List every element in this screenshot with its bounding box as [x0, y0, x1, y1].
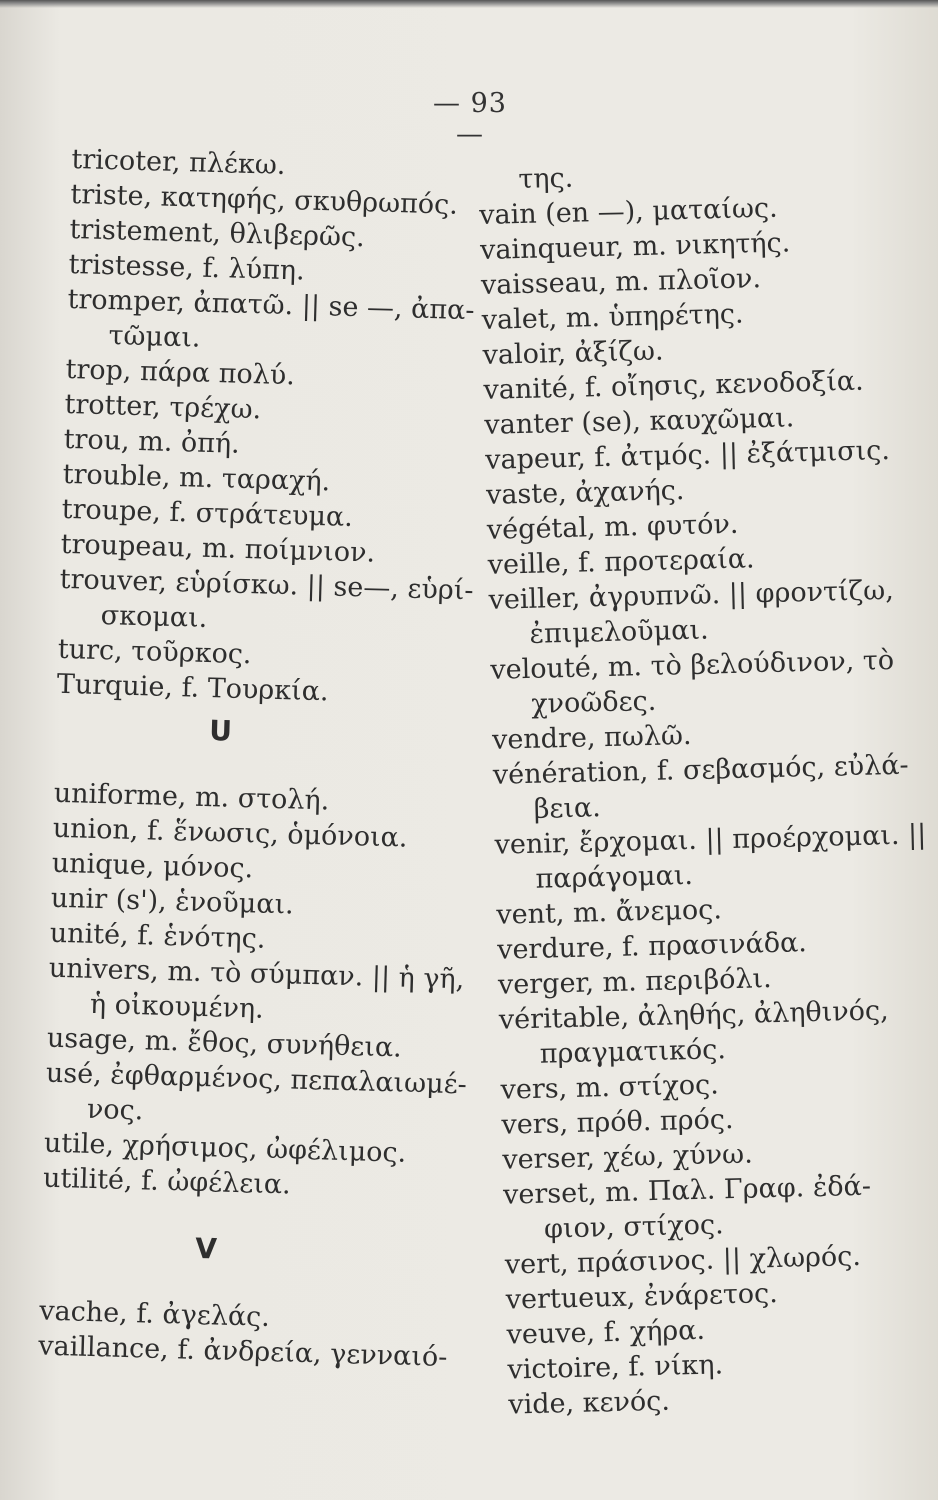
dictionary-entry: tristement, θλιβερῶς. — [69, 213, 366, 254]
dictionary-entry: tromper, ἀπατῶ. || se —, ἀπα- — [67, 283, 475, 327]
left-column — [37, 142, 475, 1374]
dictionary-entry-continuation: φιον, στίχος. — [543, 1209, 725, 1245]
dictionary-entry: trotter, τρέχω. — [64, 388, 262, 426]
dictionary-entry: valet, m. ὑπηρέτης. — [481, 298, 744, 336]
dictionary-entry: vapeur, f. ἀτμός. || ἐξάτμισις. — [484, 435, 891, 476]
dictionary-entry: usé, ἐφθαρμένος, πεπαλαιωμέ- — [45, 1057, 468, 1101]
dictionary-entry-continuation: ἡ οἰκουμένη. — [89, 988, 265, 1025]
dictionary-entry: Turquie, f. Τουρκία. — [56, 668, 329, 708]
dictionary-entry: veille, f. προτεραία. — [487, 543, 755, 581]
dictionary-entry: verger, m. περιβόλι. — [497, 963, 773, 1001]
dictionary-entry: veuve, f. χήρα. — [506, 1314, 706, 1351]
dictionary-entry: vanité, f. οἴησις, κενοδοξία. — [483, 365, 865, 406]
dictionary-entry-continuation: βεια. — [533, 792, 602, 825]
dictionary-entry: vers, m. στίχος. — [500, 1069, 720, 1106]
dictionary-entry: trouver, εὑρίσκω. || se—, εὑρί- — [59, 563, 474, 607]
dictionary-entry: victoire, f. νίκη. — [507, 1349, 724, 1386]
dictionary-entry: vache, f. ἀγελάς. — [38, 1295, 271, 1333]
dictionary-entry: union, f. ἕνωσις, ὁμόνοια. — [52, 812, 408, 854]
dictionary-entry: uniforme, m. στολή. — [53, 777, 330, 817]
dictionary-entry: vertueux, ἐνάρετος. — [505, 1278, 779, 1316]
dictionary-entry: verser, χέω, χύνω. — [501, 1138, 754, 1176]
dictionary-entry: vanter (se), καυχῶμαι. — [484, 402, 795, 441]
dictionary-entry-continuation: χνοῶδες. — [530, 685, 657, 720]
page-top-edge — [0, 0, 938, 8]
dictionary-entry-continuation: της. — [518, 162, 574, 196]
dictionary-entry-continuation: πραγματικός. — [539, 1034, 727, 1070]
dictionary-entry: velouté, m. τὸ βελούδινον, τὸ — [490, 644, 895, 686]
dictionary-entry: vert, πράσινος. || χλωρός. — [504, 1240, 862, 1281]
dictionary-entry: unique, μόνος. — [51, 847, 254, 885]
dictionary-entry: vénération, f. σεβασμός, εὐλά- — [492, 749, 909, 791]
dictionary-entry-continuation: τῶμαι. — [108, 320, 201, 354]
dictionary-entry: vain (en —), ματαίως. — [478, 192, 778, 231]
dictionary-entry: vaisseau, m. πλοῖον. — [480, 263, 762, 301]
dictionary-entry-continuation: νος. — [86, 1093, 144, 1127]
dictionary-entry: trouble, m. ταραχή. — [62, 458, 331, 498]
dictionary-entry: unité, f. ἑνότης. — [49, 917, 266, 955]
dictionary-entry-continuation: παράγομαι. — [535, 859, 694, 895]
right-column — [478, 153, 927, 1422]
dictionary-entry: vaillance, f. ἀνδρεία, γενναιό- — [37, 1330, 448, 1373]
dictionary-entry-continuation: ἐπιμελοῦμαι. — [529, 614, 709, 650]
dictionary-entry: unir (s'), ἑνοῦμαι. — [50, 882, 295, 921]
dictionary-entry: vers, πρόθ. πρός. — [501, 1104, 734, 1141]
dictionary-entry: trop, πάρα πολύ. — [65, 353, 296, 392]
dictionary-entry: verdure, f. πρασινάδα. — [496, 927, 808, 966]
dictionary-entry: tricoter, πλέκω. — [71, 143, 286, 181]
dictionary-entry: verset, m. Παλ. Γραφ. ἐδά- — [502, 1170, 872, 1211]
dictionary-entry: vide, κενός. — [507, 1385, 671, 1421]
dictionary-entry: véritable, ἀληθής, ἀληθινός, — [498, 995, 889, 1036]
dictionary-entry: usage, m. ἔθος, συνήθεια. — [46, 1022, 403, 1064]
dictionary-entry: végétal, m. φυτόν. — [486, 508, 739, 546]
section-heading-u: U — [208, 714, 233, 748]
dictionary-entry: veiller, ἀγρυπνῶ. || φροντίζω, — [488, 574, 895, 616]
dictionary-entry: triste, κατηφής, σκυθρωπός. — [70, 178, 459, 221]
section-heading-v: V — [194, 1231, 218, 1266]
dictionary-entry: troupe, f. στράτευμα. — [61, 493, 354, 533]
dictionary-entry: vaste, ἀχανής. — [485, 475, 685, 511]
dictionary-entry: vent, m. ἄνεμος. — [496, 894, 723, 931]
dictionary-entry: univers, m. τὸ σύμπαν. || ἡ γῆ, — [48, 952, 465, 996]
dictionary-entry: valoir, ἀξίζω. — [482, 335, 664, 371]
page-number: — 93 — — [433, 88, 507, 150]
dictionary-entry: vendre, πωλῶ. — [491, 719, 692, 756]
dictionary-entry: trou, m. ὀπή. — [63, 423, 241, 460]
dictionary-entry: utilité, f. ὠφέλεια. — [42, 1162, 292, 1201]
dictionary-entry: tristesse, f. λύπη. — [68, 248, 306, 287]
dictionary-entry: utile, χρήσιμος, ὠφέλιμος. — [43, 1127, 407, 1169]
dictionary-entry: troupeau, m. ποίμνιον. — [60, 528, 376, 569]
dictionary-entry: turc, τοῦρκος. — [57, 633, 252, 671]
dictionary-entry-continuation: σκομαι. — [100, 599, 208, 634]
dictionary-entry: vainqueur, m. νικητής. — [479, 227, 791, 266]
dictionary-entry: venir, ἔρχομαι. || προέρχομαι. || — [494, 819, 927, 861]
